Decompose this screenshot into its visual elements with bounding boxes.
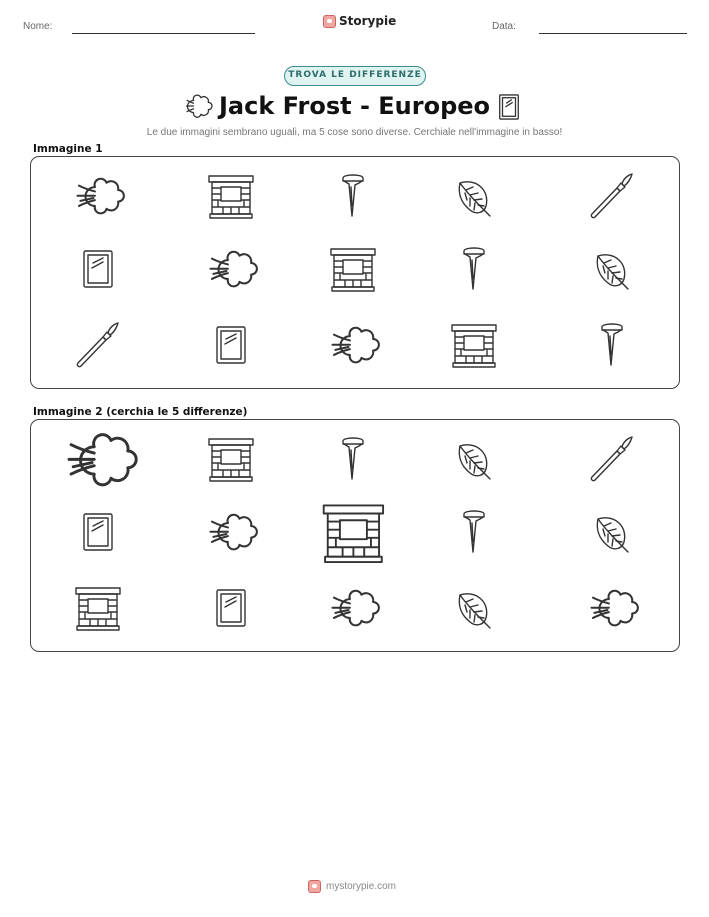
mirror-icon bbox=[207, 321, 255, 369]
wind-cloud-icon[interactable] bbox=[318, 573, 388, 643]
wind-cloud-icon bbox=[196, 234, 266, 304]
icicle-icon bbox=[450, 245, 498, 293]
mirror-icon bbox=[74, 245, 122, 293]
fireplace-icon[interactable] bbox=[74, 584, 122, 632]
date-line[interactable] bbox=[539, 33, 687, 34]
icicle-icon bbox=[329, 172, 377, 220]
name-label: Nome: bbox=[23, 21, 53, 32]
leaf-icon[interactable] bbox=[450, 584, 498, 632]
mirror-icon[interactable] bbox=[74, 508, 122, 556]
mirror-icon bbox=[497, 94, 521, 124]
logo-icon bbox=[323, 15, 336, 28]
icicle-icon bbox=[588, 321, 636, 369]
fireplace-icon bbox=[450, 321, 498, 369]
footer bbox=[308, 880, 396, 893]
paintbrush-icon[interactable] bbox=[588, 435, 636, 483]
instructions: Le due immagini sembrano uguali, ma 5 cose sono diverse. Cerchiale nell'immagine in basso! bbox=[146, 127, 563, 138]
footer-url: mystorypie.com bbox=[326, 881, 397, 892]
date-label: Data: bbox=[492, 21, 516, 32]
fireplace-icon bbox=[207, 172, 255, 220]
image2-label: Immagine 2 (cerchia le 5 differenze) bbox=[33, 406, 248, 418]
activity-badge: TROVA LE DIFFERENZE bbox=[284, 66, 426, 86]
fireplace-icon[interactable] bbox=[207, 435, 255, 483]
fireplace-icon[interactable] bbox=[321, 500, 386, 565]
wind-cloud-icon[interactable] bbox=[577, 573, 647, 643]
paintbrush-icon bbox=[588, 172, 636, 220]
wind-cloud-icon[interactable] bbox=[48, 409, 149, 510]
leaf-icon[interactable] bbox=[450, 435, 498, 483]
leaf-icon bbox=[588, 245, 636, 293]
name-line[interactable] bbox=[72, 33, 255, 34]
image1-label: Immagine 1 bbox=[33, 143, 103, 155]
leaf-icon[interactable] bbox=[588, 508, 636, 556]
mirror-icon[interactable] bbox=[207, 584, 255, 632]
wind-cloud-icon bbox=[63, 161, 133, 231]
logo-text: Storypie bbox=[339, 14, 397, 28]
wind-cloud-icon[interactable] bbox=[196, 497, 266, 567]
icicle-icon[interactable] bbox=[450, 508, 498, 556]
icicle-icon[interactable] bbox=[329, 435, 377, 483]
fireplace-icon bbox=[329, 245, 377, 293]
storypie-logo bbox=[323, 14, 396, 28]
wind-cloud-icon bbox=[318, 310, 388, 380]
page-title: Jack Frost - Europeo bbox=[218, 92, 491, 120]
paintbrush-icon bbox=[74, 321, 122, 369]
footer-logo-icon bbox=[308, 880, 321, 893]
leaf-icon bbox=[450, 172, 498, 220]
